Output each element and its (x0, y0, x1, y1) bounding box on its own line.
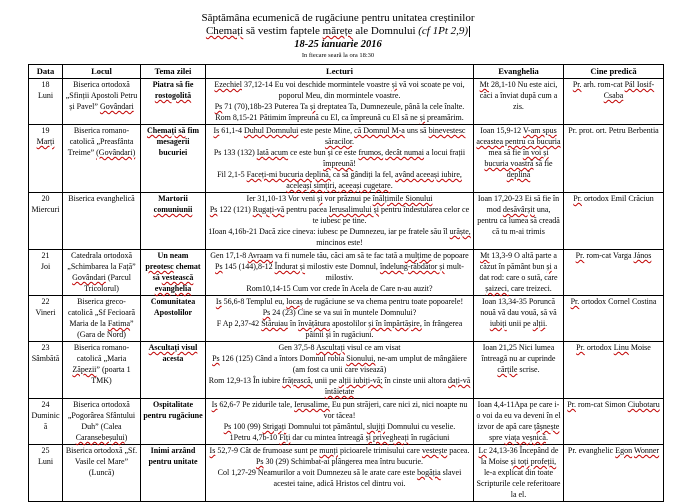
date-day: Luni (37, 457, 54, 466)
theme-cell: Comunitatea Apostolilor (141, 296, 206, 342)
page-title: Săptămâna ecumenică de rugăciune pentru unitatea creștinilor (201, 12, 475, 24)
reading: Ps 100 (99) Strigați Domnului tot pământul, slujiți Domnului cu veselie. (223, 422, 456, 431)
table-row (29, 296, 664, 342)
readings-cell (206, 342, 474, 399)
table-row (29, 250, 664, 296)
gospel-cell: Ioan 21,25 Nici lumea întreagă nu ar cuprinde cărțile scrise. (474, 342, 564, 399)
reading: Is 52,7-9 Cât de frumoase sunt pe munți picioarele trimisului care vestește pacea. (209, 446, 470, 455)
time-note: In fiecare seară la ora 18:30 (301, 52, 375, 59)
reading: F Ap 2,37-42 Stăruiau în învățătura apostolilor și în împărtășire, în frângerea pâinii și în rugăciuni. (216, 319, 463, 339)
date-cell (29, 250, 63, 296)
date-number: 20 (41, 194, 50, 203)
subtitle-text: Chemați să vestim faptele mărețe ale Domnului (205, 25, 416, 37)
date-cell (29, 342, 63, 399)
table-header-row (29, 65, 664, 79)
gospel-cell: Ioan 13,34-35 Poruncă nouă vă dau vouă, să vă iubiți unii pe alții. (474, 296, 564, 342)
date-number: 19 (41, 126, 50, 135)
table-row (29, 399, 664, 445)
place-cell: Biserica romano-catolică „Preasfânta Treime” (Govândari) (63, 125, 141, 193)
reading: Ps 30 (29) Schimbat-ai plângerea mea întru bucurie. (255, 457, 424, 466)
place-cell: Catedrala ortodoxă „Schimbarea la Față” Govândari (Parcul Tricolorul) (63, 250, 141, 296)
gospel-cell: Lc 24,13-36 Începând de la Moise și toți profeții, le-a explicat din toate Scripturile cele referitoare la el. (474, 445, 564, 502)
readings-cell (206, 193, 474, 250)
reading: Ps 133 (132) Iată acum ce este bun și ce este frumos, decât numai a locui frații împreună! (213, 148, 466, 168)
reading: 1Petru 4,7b-10 Fiți dar cu mintea întreagă și privegheați în rugăciuni (229, 433, 450, 442)
page-subtitle (28, 25, 648, 38)
reading: Gen 17,1-8 Avraam va fi numele tău, căci am să te fac tată a mulțime de popoare (210, 251, 469, 260)
date-number: 25 (41, 446, 50, 455)
theme-cell: Chemați să fim mesagerii bucuriei (141, 125, 206, 193)
readings-cell (206, 399, 474, 445)
date-day: Vineri (35, 308, 56, 317)
table-row (29, 193, 664, 250)
date-number: 22 (41, 297, 50, 306)
text-cursor (469, 26, 470, 37)
preacher-cell: Pr. prot. ort. Petru Berbentia (564, 125, 664, 193)
gospel-cell: Mt 28,1-10 Nu este aici, căci a înviat după cum a zis. (474, 79, 564, 125)
place-cell: Biserica ortodoxă „Sfinții Apostoli Petru și Pavel” Govândari (63, 79, 141, 125)
column-header-theme: Tema zilei (141, 65, 206, 79)
table-row (29, 79, 664, 125)
readings-cell (206, 125, 474, 193)
preacher-cell: Pr. ortodox Emil Crăciun (564, 193, 664, 250)
reading: Rom 12,9-13 În iubire frățească, unii pe alții iubiți-vă; în cinste unii altora dați-vă întâietate (208, 376, 471, 396)
place-cell: Biserica evanghelică (63, 193, 141, 250)
gospel-cell: Mt 13,3-9 O altă parte a căzut în pământ bun și a dat rod: care o sută, care șaizeci, care treizeci. (474, 250, 564, 296)
table-row (29, 125, 664, 193)
preacher-cell: Pr. ortodox Cornel Costina (564, 296, 664, 342)
theme-cell: Martorii comuniunii (141, 193, 206, 250)
scripture-reference: (cf 1Pt 2,9) (418, 25, 469, 37)
gospel-cell: Ioan 4,4-11Apa pe care i-o voi da eu va deveni în el izvor de apă care țâșnește spre viața veșnică. (474, 399, 564, 445)
readings-cell (206, 79, 474, 125)
date-day: Marți (36, 137, 55, 146)
column-header-preacher: Cine predică (564, 65, 664, 79)
reading: Ps 145 (144),8-12 Îndurat și milostiv este Domnul, îndelung-răbdător și mult-milostiv. (215, 262, 464, 282)
reading: Rom10,14-15 Cum vor crede în Acela de Care n-au auzit? (246, 284, 433, 293)
place-cell: Biserica romano-catolică „Maria Zăpezii” (poarta 1 TMK) (63, 342, 141, 399)
preacher-cell: Pr. arh. rom-cat Pál Iosif-Csaba (564, 79, 664, 125)
readings-cell (206, 250, 474, 296)
table-row (29, 445, 664, 502)
column-header-gospel: Evanghelia (474, 65, 564, 79)
date-range: 18-25 ianuarie 2016 (294, 39, 382, 50)
date-day: Luni (37, 91, 54, 100)
column-header-place: Locul (63, 65, 141, 79)
theme-cell: Un neam preotesc chemat să vestească evanghelia (141, 250, 206, 296)
readings-cell (206, 445, 474, 502)
date-cell (29, 193, 63, 250)
column-header-date: Data (29, 65, 63, 79)
date-day: Joi (40, 262, 51, 271)
reading: Col 1,27-29 Neamurilor a voit Dumnezeu să le arate care este bogăția slavei acestei taine, adică Hristos cel dintru voi. (217, 468, 462, 488)
reading: Ps 126 (125) Când a întors Domnul robia Sionului, ne-am umplut de mângâiere (am fost ca unii care visează) (212, 354, 467, 374)
date-cell (29, 445, 63, 502)
date-cell (29, 399, 63, 445)
reading: Ps 71 (70),18b-23 Puterea Ta și dreptatea Ta, Dumnezeule, până la cele înalte. (214, 102, 465, 111)
table-row (29, 342, 664, 399)
date-number: 24 (41, 400, 50, 409)
preacher-cell: Pr. rom-cat Simon Ciubotaru (564, 399, 664, 445)
reading: Is 56,6-8 Templul eu, locaș de rugăciune se va chema pentru toate popoarele! (215, 297, 464, 306)
reading: Ps 24 (23) Cine se va sui în muntele Domnului? (262, 308, 417, 317)
reading: 1Ioan 4,16b-21 Dacă zice cineva: iubesc pe Dumnezeu, iar pe fratele său îl urăște, mincinos este! (208, 227, 471, 247)
date-day: Duminică (31, 411, 60, 431)
reading: Ps 122 (121) Rugați-vă pentru pacea Ierusalimului și pentru îndestularea celor ce te iubesc pe tine. (209, 205, 470, 225)
gospel-cell: Ioan 15,9-12 V-am spus aceastea pentru ca bucuria mea să fie în voi și bucuria voastră să fie deplină (474, 125, 564, 193)
place-cell: Biserica greco-catolică „Sf Fecioară Maria de la Fatima” (Gara de Nord) (63, 296, 141, 342)
date-day: Miercuri (31, 205, 60, 214)
theme-cell: Ospitalitate pentru rugăciune (141, 399, 206, 445)
reading: Ier 31,10-13 Vor veni și vor prăznui pe înălțimile Sionului (246, 194, 433, 203)
reading: Rom 8,15-21 Pătimim împreună cu El, ca împreună cu El să ne și preamărim. (215, 113, 464, 122)
date-number: 23 (41, 343, 50, 352)
gospel-cell: Ioan 17,20-23 Ei să fie în mod desăvârșit una, pentru ca lumea să creadă că tu m-ai trimis (474, 193, 564, 250)
theme-cell: Inimi arzând pentru unitate (141, 445, 206, 502)
preacher-cell: Pr. evanghelic Egon Wonner (564, 445, 664, 502)
date-cell (29, 125, 63, 193)
date-number: 18 (41, 80, 50, 89)
date-cell (29, 296, 63, 342)
schedule-table (28, 64, 664, 502)
reading: Ezechiel 37,12-14 Eu voi deschide mormintele voastre și vă voi scoate pe voi, poporul Meu, din mormintele voastre. (214, 80, 465, 100)
column-header-readings: Lecturi (206, 65, 474, 79)
reading: Gen 37,5-8 Ascultați visul ce am visat (278, 343, 401, 352)
date-number: 21 (41, 251, 50, 260)
theme-cell: Ascultați visul acesta (141, 342, 206, 399)
preacher-cell: Pr. rom-cat Varga János (564, 250, 664, 296)
place-cell: Biserica ortodoxă „Pogorârea Sfântului Duh” (Calea Caransebeșului) (63, 399, 141, 445)
title-block (28, 12, 648, 60)
reading: Fil 2,1-5 Faceți-mi bucuria deplină, ca să gândiți la fel, având aceeași iubire, aceleași simțiri, aceeași cugetare. (217, 170, 462, 190)
date-cell (29, 79, 63, 125)
reading: Is 61,1-4 Duhul Domnului este peste Mine, că Domnul M-a uns să binevestesc săracilor. (213, 126, 466, 146)
date-day: Sâmbătă (31, 354, 60, 363)
place-cell: Biserica ortodoxă „Sf. Vasile cel Mare” (Luncă) (63, 445, 141, 502)
reading: Is 62,6-7 Pe zidurile tale, Ierusalime, Eu pun străjeri, care nici zi, nici noapte nu vor tăcea! (211, 400, 468, 420)
readings-cell (206, 296, 474, 342)
preacher-cell: Pr. ortodox Linu Moise (564, 342, 664, 399)
theme-cell: Piatra să fie rostogolită (141, 79, 206, 125)
